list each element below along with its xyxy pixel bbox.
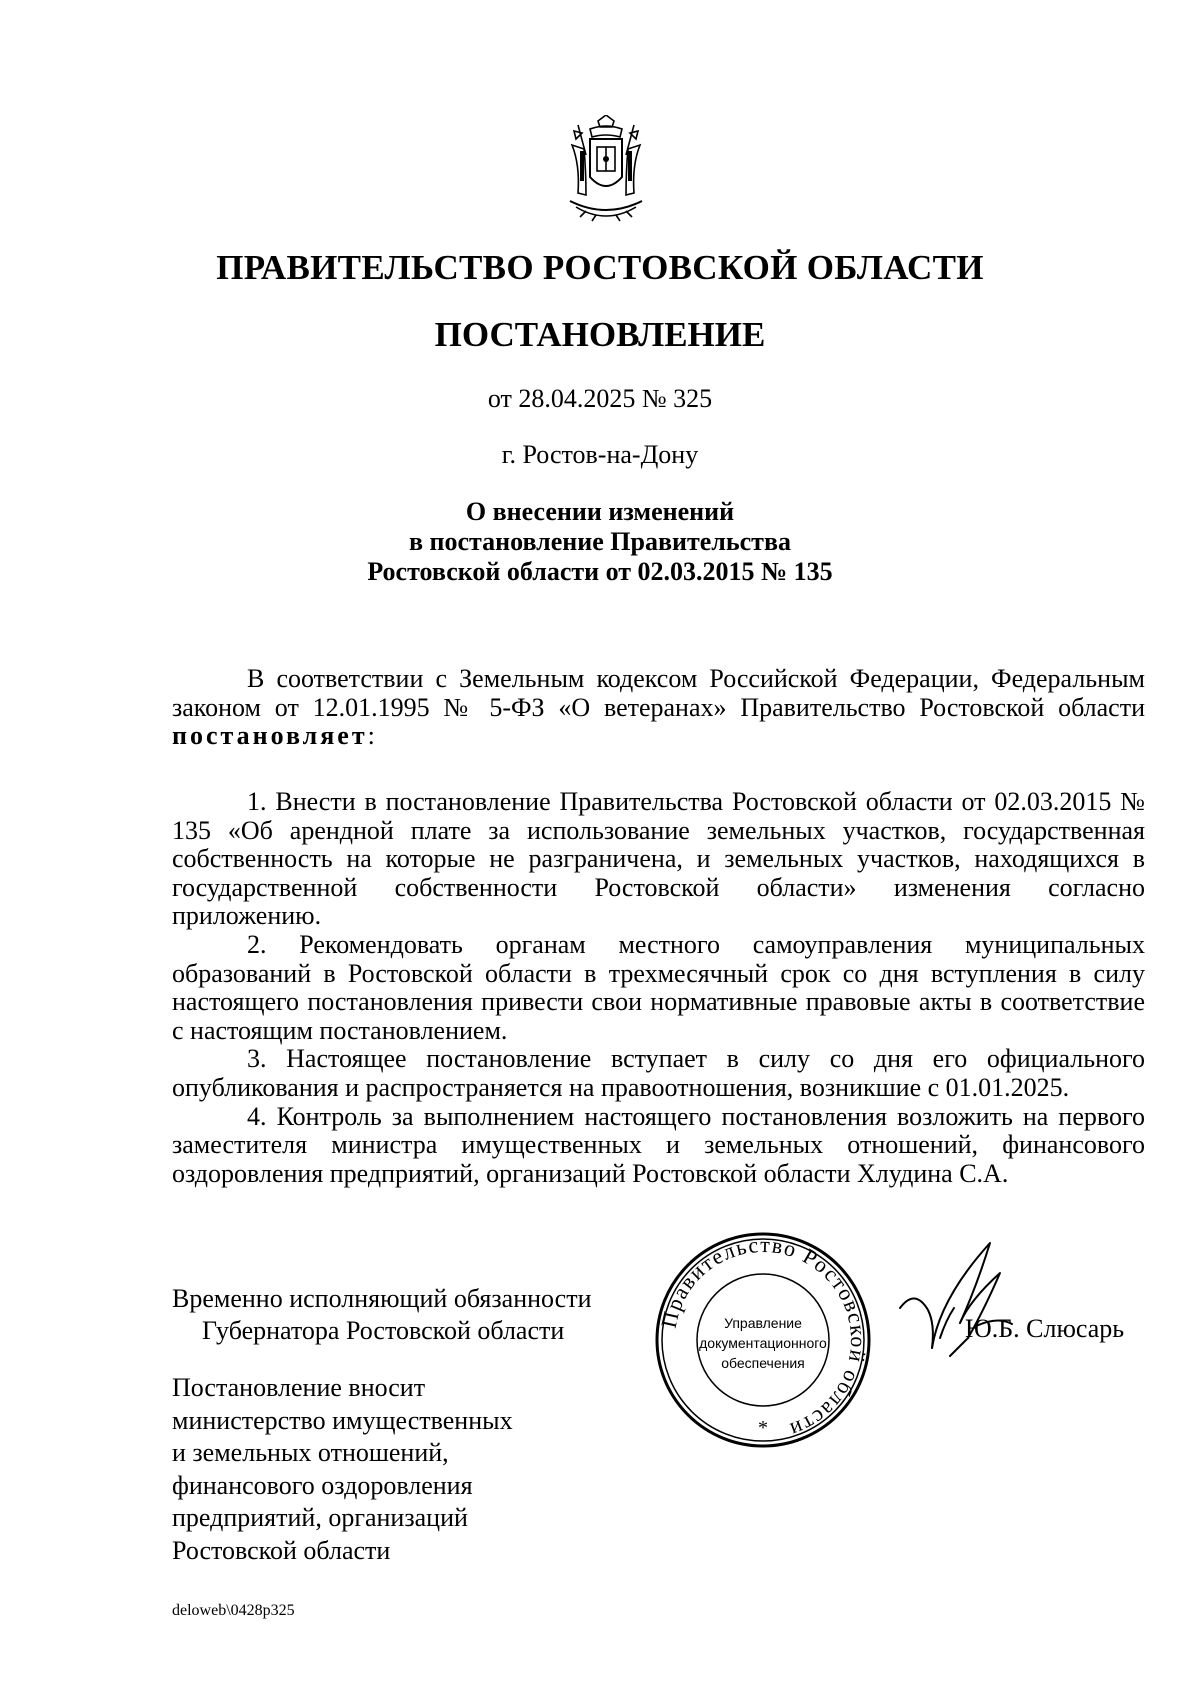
- submitted-line: финансового оздоровления: [172, 1470, 473, 1500]
- document-city: г. Ростов-на-Дону: [501, 440, 699, 469]
- organization-title: ПРАВИТЕЛЬСТВО РОСТОВСКОЙ ОБЛАСТИ: [216, 248, 984, 287]
- submitted-by: [172, 1372, 513, 1567]
- submitted-line: и земельных отношений,: [172, 1438, 449, 1467]
- position-line: Временно исполняющий обязанности: [172, 1284, 592, 1313]
- coat-of-arms-icon: [560, 115, 652, 225]
- preamble: [172, 665, 1145, 751]
- official-stamp: [653, 1230, 873, 1450]
- preamble-text: В соответствии с Земельным кодексом Российской Федерации, Федеральным законом от 12.01.1995 № 5-ФЗ «О ветеранах» Правительство Ростовской области: [172, 664, 1145, 722]
- document-subject: [0, 497, 1200, 587]
- submitted-line: Постановление вносит: [172, 1373, 426, 1402]
- decree-items: [172, 788, 1145, 1188]
- subject-line: Ростовской области от 02.03.2015 № 135: [367, 557, 833, 586]
- stamp-star: *: [758, 1417, 768, 1439]
- signatory-position: [172, 1283, 592, 1347]
- subject-line: в постановление Правительства: [408, 527, 791, 556]
- signatory-name: Ю.Б. Слюсарь: [965, 1314, 1125, 1343]
- document-date-number: от 28.04.2025 № 325: [487, 384, 713, 413]
- preamble-paragraph: [172, 665, 1145, 751]
- stamp-inner-line: Управление: [724, 1315, 802, 1331]
- position-line: Губернатора Ростовской области: [202, 1316, 565, 1345]
- decree-item-3: 3. Настоящее постановление вступает в силу со дня его официального опубликования и распространяется на правоотношения, возникшие с 01.01.2025.: [172, 1044, 1145, 1102]
- stamp-inner-line: обеспечения: [721, 1355, 805, 1371]
- submitted-line: Ростовской области: [172, 1535, 391, 1565]
- preamble-tail: :: [367, 721, 375, 751]
- decree-item-4: 4. Контроль за выполнением настоящего постановления возложить на первого заместителя министра имущественных и земельных отношений, финансового оздоровления предприятий, организаций Ростовской области Хлудина С.А.: [172, 1101, 1145, 1188]
- stamp-outer-text: Правительство Ростовской области: [655, 1231, 872, 1444]
- stamp-inner-line: документационного: [699, 1335, 827, 1351]
- handwritten-signature: [880, 1228, 1030, 1378]
- document-file-code: deloweb\0428p325: [172, 1602, 295, 1619]
- subject-line: О внесении изменений: [465, 497, 735, 526]
- submitted-line: министерство имущественных: [172, 1405, 513, 1435]
- decree-keyword: постановляет: [172, 721, 368, 751]
- document-type: ПОСТАНОВЛЕНИЕ: [434, 315, 766, 354]
- decree-item-2: 2. Рекомендовать органам местного самоуправления муниципальных образований в Ростовской области в трехмесячный срок со дня вступления в силу настоящего постановления привести свои нормативные правовые акты в соответствие с настоящим постановлением.: [172, 929, 1145, 1045]
- submitted-line: предприятий, организаций: [172, 1503, 468, 1532]
- decree-item-1: 1. Внести в постановление Правительства Ростовской области от 02.03.2015 № 135 «Об арендной плате за использование земельных участков, государственная собственность на которые не разграничена, и земельных участков, находящихся в государственной собственности Ростовской области» изменения согласно приложению.: [172, 787, 1145, 931]
